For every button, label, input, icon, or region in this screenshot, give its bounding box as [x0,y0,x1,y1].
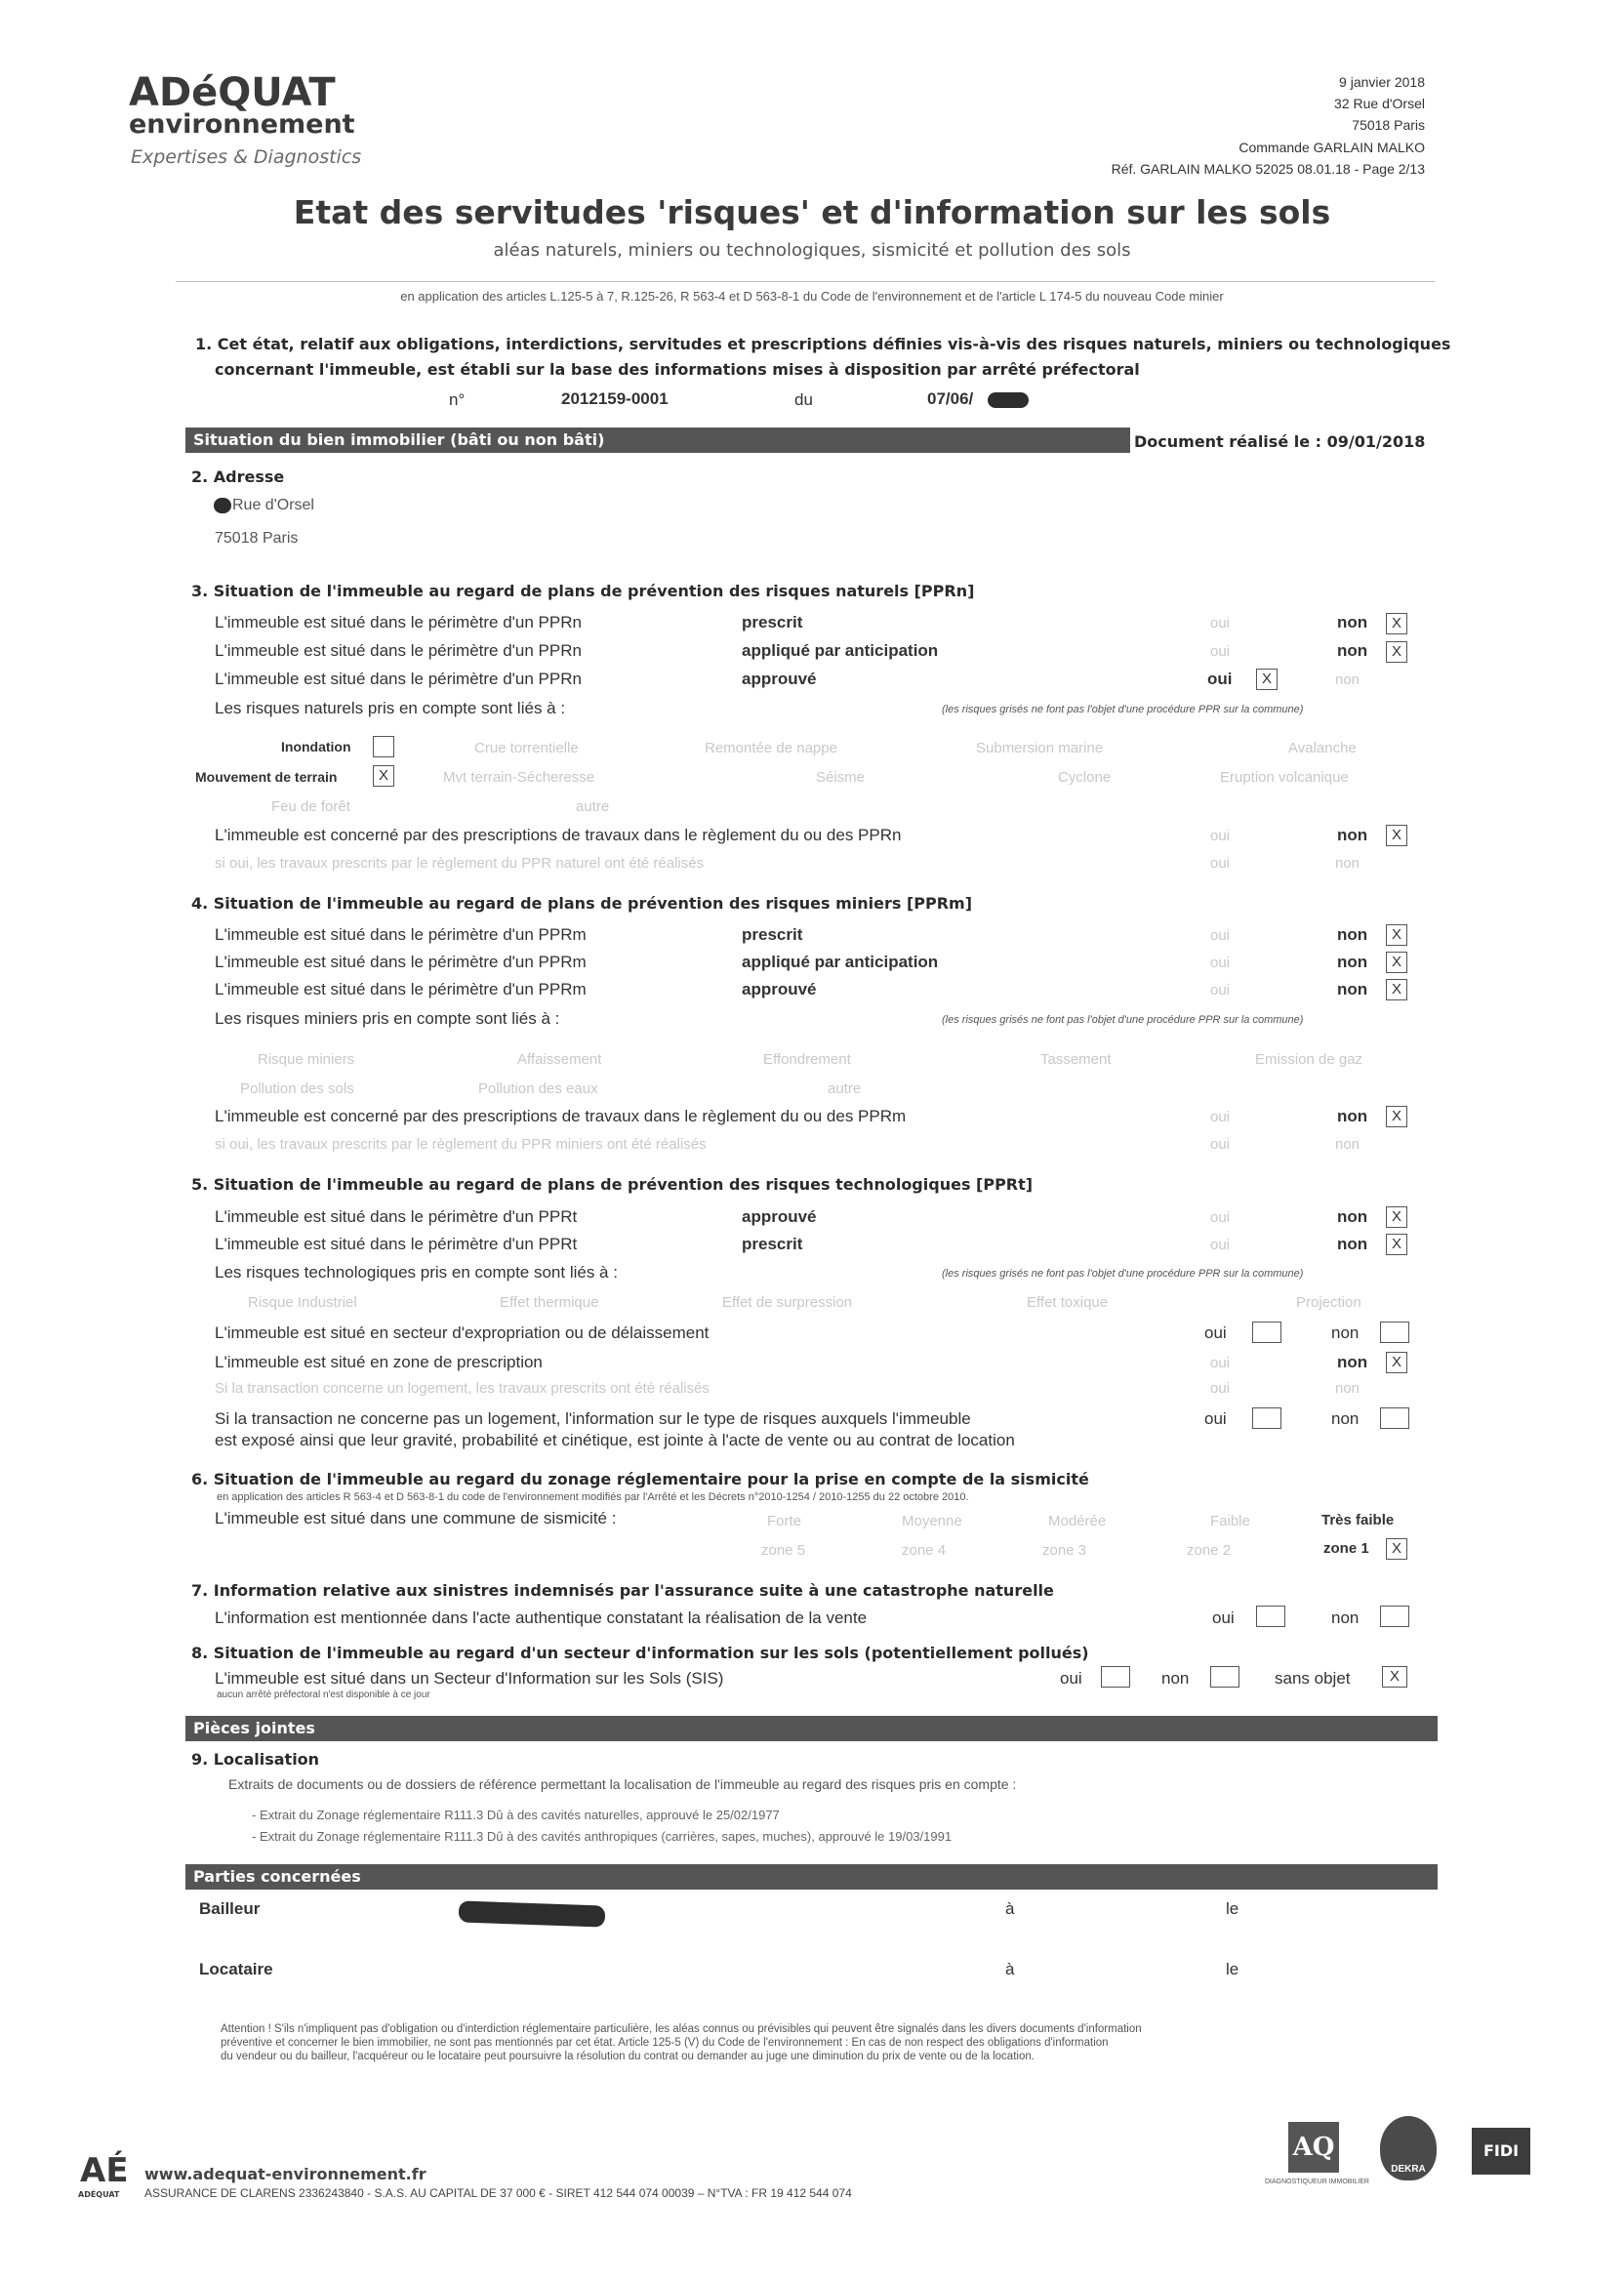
badge-aq: AQ [1288,2122,1339,2173]
locataire-label: Locataire [199,1960,273,1978]
prescription-oui: oui [1210,1355,1231,1371]
sis-oui: oui [1060,1669,1082,1688]
footer-website[interactable]: www.adequat-environnement.fr [144,2165,426,2183]
risk-remontee: Remontée de nappe [705,740,837,756]
redacted-bailleur-name [459,1900,606,1927]
tech-risk-4: Effet toxique [1027,1294,1109,1311]
section1-line2: concernant l'immeuble, est établi sur la base des informations mises à disposition par arrêté préfectoral [215,360,1140,379]
badge-fidi: FIDI [1472,2128,1530,2175]
sinistres-label: L'information est mentionnée dans l'acte authentique constatant la réalisation de la vente [215,1608,868,1627]
pprm-row3-status: approuvé [742,980,817,998]
badge-aq-caption: DIAGNOSTIQUEUR IMMOBILIER [1265,2178,1369,2185]
section3-title: 3. Situation de l'immeuble au regard de plans de prévention des risques naturels [PPRn] [191,582,975,600]
logo-line2: environnement [129,109,355,140]
risk-seisme: Séisme [816,769,866,786]
pprm-row3-oui: oui [1210,982,1231,998]
sismicite-level-moyenne: Moyenne [902,1513,962,1529]
risk-cyclone: Cyclone [1058,769,1112,786]
section1-line1: 1. Cet état, relatif aux obligations, interdictions, servitudes et prescriptions définies vis-à-vis des risques naturels, miniers ou technologiques [195,335,1451,353]
badge-dekra: DEKRA [1380,2116,1437,2180]
sis-non-checkbox[interactable] [1210,1666,1239,1688]
prescription-label: L'immeuble est situé en zone de prescription [215,1353,543,1371]
header-divider [176,281,1435,282]
address-street: Rue d'Orsel [232,497,314,513]
bailleur-label: Bailleur [199,1899,261,1918]
locataire-le: le [1226,1960,1239,1978]
pprn-travaux-label: L'immeuble est concerné par des prescriptions de travaux dans le règlement du ou des PPRn [215,826,902,844]
pprt-row1-oui: oui [1210,1209,1231,1226]
pprm-travaux-oui: oui [1210,1109,1231,1125]
zone-4: zone 4 [902,1542,947,1559]
sis-sans-objet-checkbox[interactable]: X [1382,1666,1407,1688]
expropriation-oui: oui [1204,1323,1227,1342]
localisation-intro: Extraits de documents ou de dossiers de référence permettant la localisation de l'immeuble au regard des risques pris en compte : [228,1776,1017,1792]
mining-risk-2: Affaissement [517,1051,602,1068]
pprt-risks-label: Les risques technologiques pris en compte sont liés à : [215,1263,618,1282]
pprm-row3-non: non [1337,980,1368,998]
sis-non: non [1161,1669,1190,1688]
pprn-row2-non-checkbox[interactable]: X [1386,641,1407,663]
pprt-row2-non-checkbox[interactable]: X [1386,1234,1407,1255]
non-logement-line1: Si la transaction ne concerne pas un logement, l'information sur le type de risques auxquels l'immeuble [215,1409,971,1428]
pprn-row1-status: prescrit [742,613,803,631]
sinistres-oui: oui [1212,1608,1235,1627]
pprm-row2-label: L'immeuble est situé dans le périmètre d'un PPRm [215,953,587,971]
risk-mouvement: Mouvement de terrain [195,769,338,785]
zone-5: zone 5 [761,1542,806,1559]
document-date: Document réalisé le : 09/01/2018 [1134,432,1426,451]
pprn-row3-label: L'immeuble est situé dans le périmètre d'un PPRn [215,670,582,688]
pprn-row2-label: L'immeuble est situé dans le périmètre d'un PPRn [215,641,582,660]
header-order: Commande GARLAIN MALKO [1238,140,1425,155]
pprt-note: (les risques grisés ne font pas l'objet d'une procédure PPR sur la commune) [942,1268,1304,1280]
risk-avalanche: Avalanche [1288,740,1357,756]
pprn-sioui-non: non [1335,855,1360,872]
pprt-row2-oui: oui [1210,1237,1231,1253]
pprn-travaux-oui: oui [1210,828,1231,844]
sis-sans-objet: sans objet [1275,1669,1351,1688]
non-logement-oui: oui [1204,1409,1227,1428]
pprn-row2-non: non [1337,641,1368,660]
pprn-travaux-non: non [1337,826,1368,844]
section6-application: en application des articles R 563-4 et D 563-8-1 du code de l'environnement modifiés par l'Arrêté et les Décrets n°2010-1254 / 2010-1255 du 22 octobre 2010. [217,1491,969,1503]
arrete-date: 07/06/ [927,389,974,408]
header-date: 9 janvier 2018 [1339,74,1425,90]
mining-risk-5: Emission de gaz [1255,1051,1363,1068]
zone-3: zone 3 [1042,1542,1087,1559]
pprt-row1-status: approuvé [742,1207,817,1226]
pprm-row3-label: L'immeuble est situé dans le périmètre d'un PPRm [215,980,587,998]
logo-tagline: Expertises & Diagnostics [131,146,362,168]
pprm-row2-non: non [1337,953,1368,971]
sinistres-non: non [1331,1608,1360,1627]
pprm-row1-oui: oui [1210,927,1231,944]
risk-submersion: Submersion marine [976,740,1104,756]
pprm-row1-non: non [1337,925,1368,944]
locataire-a: à [1005,1960,1015,1978]
risk-eruption: Eruption volcanique [1220,769,1349,786]
sismicite-level-forte: Forte [767,1513,802,1529]
redacted-number [214,498,231,513]
pprm-row2-oui: oui [1210,955,1231,971]
risk-mvt-secheresse: Mvt terrain-Sécheresse [443,769,595,786]
mining-risk-6: Pollution des sols [240,1080,354,1097]
pprt-row1-non: non [1337,1207,1368,1226]
pprm-row3-non-checkbox[interactable]: X [1386,979,1407,1000]
pprm-risks-label: Les risques miniers pris en compte sont liés à : [215,1009,560,1028]
sinistres-non-checkbox[interactable] [1380,1606,1409,1627]
pprm-row2-status: appliqué par anticipation [742,953,939,971]
address-city: 75018 Paris [215,530,299,547]
risk-crue: Crue torrentielle [474,740,579,756]
mining-risk-7: Pollution des eaux [478,1080,598,1097]
sismicite-label: L'immeuble est situé dans une commune de sismicité : [215,1509,617,1527]
zone-1: zone 1 [1323,1540,1369,1557]
section7-title: 7. Information relative aux sinistres indemnisés par l'assurance suite à une catastrophe naturelle [191,1581,1054,1600]
risk-mouvement-checkbox[interactable]: X [373,765,394,787]
bailleur-le: le [1226,1899,1239,1918]
pprn-row1-non-checkbox[interactable]: X [1386,613,1407,634]
mining-risk-3: Effondrement [763,1051,851,1068]
pprn-risks-label: Les risques naturels pris en compte sont liés à : [215,699,566,717]
pprn-row1-oui: oui [1210,615,1231,631]
mining-risk-4: Tassement [1040,1051,1112,1068]
tech-risk-5: Projection [1296,1294,1361,1311]
pprn-sioui-oui: oui [1210,855,1231,872]
footer-logo: AÉ [80,2151,129,2190]
arrete-number: 2012159-0001 [561,389,669,408]
pprt-row2-non: non [1337,1235,1368,1253]
application-articles: en application des articles L.125-5 à 7, R.125-26, R 563-4 et D 563-8-1 du Code de l'environnement et de l'article L 174-5 du nouveau Code minier [400,289,1224,304]
sismicite-level-moderee: Modérée [1048,1513,1107,1529]
expropriation-non-checkbox[interactable] [1380,1322,1409,1343]
risk-feu: Feu de forêt [271,798,350,815]
localisation-item-1: - Extrait du Zonage réglementaire R111.3 Dû à des cavités naturelles, approuvé le 25/02/1977 [252,1808,780,1822]
parties-bar: Parties concernées [185,1864,1438,1890]
sis-note: aucun arrêté préfectoral n'est disponible à ce jour [217,1690,430,1700]
pprm-row1-status: prescrit [742,925,803,944]
section8-title: 8. Situation de l'immeuble au regard d'un secteur d'information sur les sols (potentiellement pollués) [191,1644,1089,1662]
logo-line1: ADéQUAT [129,70,336,115]
pprm-travaux-non: non [1337,1107,1368,1125]
pprn-row1-label: L'immeuble est situé dans le périmètre d'un PPRn [215,613,582,631]
sis-label: L'immeuble est situé dans un Secteur d'Information sur les Sols (SIS) [215,1669,724,1688]
pprm-sioui-label: si oui, les travaux prescrits par le règlement du PPR miniers ont été réalisés [215,1136,707,1153]
pprt-row2-label: L'immeuble est situé dans le périmètre d'un PPRt [215,1235,578,1253]
pprn-row2-oui: oui [1210,643,1231,660]
pprn-note: (les risques grisés ne font pas l'objet d'une procédure PPR sur la commune) [942,704,1304,715]
risk-inondation-checkbox[interactable] [373,736,394,757]
section9-title: 9. Localisation [191,1750,320,1769]
pprm-row2-non-checkbox[interactable]: X [1386,952,1407,973]
pprm-travaux-non-checkbox[interactable]: X [1386,1106,1407,1127]
section6-title: 6. Situation de l'immeuble au regard du zonage réglementaire pour la prise en compte de la sismicité [191,1470,1089,1488]
mining-risk-1: Risque miniers [258,1051,355,1068]
situation-bar: Situation du bien immobilier (bâti ou non bâti) [185,428,1130,453]
sismicite-level-faible: Faible [1210,1513,1250,1529]
expropriation-label: L'immeuble est situé en secteur d'expropriation ou de délaissement [215,1323,710,1342]
non-logement-non-checkbox[interactable] [1380,1407,1409,1429]
sinistres-oui-checkbox[interactable] [1256,1606,1285,1627]
pprm-sioui-non: non [1335,1136,1360,1153]
pprm-note: (les risques grisés ne font pas l'objet d'une procédure PPR sur la commune) [942,1014,1304,1026]
pprt-row2-status: prescrit [742,1235,803,1253]
header-street: 32 Rue d'Orsel [1334,96,1425,111]
pieces-jointes-bar: Pièces jointes [185,1716,1438,1741]
non-logement-line2: est exposé ainsi que leur gravité, probabilité et cinétique, est jointe à l'acte de vente ou au contrat de location [215,1431,1015,1449]
section5-title: 5. Situation de l'immeuble au regard de plans de prévention des risques technologiques [PPRt] [191,1175,1034,1194]
arrete-number-label: n° [449,390,466,409]
pprn-row1-non: non [1337,613,1368,631]
tech-risk-2: Effet thermique [500,1294,599,1311]
tech-risk-1: Risque Industriel [248,1294,357,1311]
footer-legal: ASSURANCE DE CLARENS 2336243840 - S.A.S. AU CAPITAL DE 37 000 € - SIRET 412 544 074 00039 – N°TVA : FR 19 412 544 074 [144,2186,852,2200]
section2-title: 2. Adresse [191,468,285,486]
pprn-row2-status: appliqué par anticipation [742,641,939,660]
expropriation-non: non [1331,1323,1360,1342]
tech-risk-3: Effet de surpression [722,1294,853,1311]
bailleur-a: à [1005,1899,1015,1918]
pprn-row3-status: approuvé [742,670,817,688]
pprn-travaux-non-checkbox[interactable]: X [1386,825,1407,846]
footer-logo-small: ADÉQUAT [78,2190,120,2199]
page-title: Etat des servitudes 'risques' et d'information sur les sols [293,193,1331,231]
non-logement-oui-checkbox[interactable] [1252,1407,1281,1429]
pprm-travaux-label: L'immeuble est concerné par des prescriptions de travaux dans le règlement du ou des PPRm [215,1107,907,1125]
pprn-row3-oui-checkbox[interactable]: X [1256,669,1278,690]
pprm-row1-label: L'immeuble est situé dans le périmètre d'un PPRm [215,925,587,944]
logement-label: Si la transaction concerne un logement, les travaux prescrits ont été réalisés [215,1380,710,1397]
mining-risk-8: autre [828,1080,862,1097]
logement-oui: oui [1210,1380,1231,1397]
zone-1-checkbox[interactable]: X [1386,1538,1407,1560]
pprn-row3-non: non [1335,672,1360,688]
prescription-non-checkbox[interactable]: X [1386,1352,1407,1373]
pprt-row1-label: L'immeuble est situé dans le périmètre d'un PPRt [215,1207,578,1226]
pprm-sioui-oui: oui [1210,1136,1231,1153]
attention-line1: Attention ! S'ils n'impliquent pas d'obligation ou d'interdiction réglementaire particulière, les aléas connus ou prévisibles qui peuvent être signalés dans les divers documents d'information [221,2023,1142,2035]
header-city: 75018 Paris [1352,117,1425,133]
pprn-sioui-label: si oui, les travaux prescrits par le règlement du PPR naturel ont été réalisés [215,855,705,872]
risk-inondation: Inondation [281,739,351,754]
pprt-row1-non-checkbox[interactable]: X [1386,1206,1407,1228]
pprn-row3-oui: oui [1207,670,1233,688]
arrete-date-label: du [794,390,813,409]
zone-2: zone 2 [1187,1542,1232,1559]
pprm-row1-non-checkbox[interactable]: X [1386,924,1407,946]
non-logement-non: non [1331,1409,1360,1428]
risk-autre: autre [576,798,610,815]
redacted-year [988,392,1029,408]
sismicite-level-tres-faible: Très faible [1321,1512,1395,1528]
sis-oui-checkbox[interactable] [1101,1666,1130,1688]
header-ref: Réf. GARLAIN MALKO 52025 08.01.18 - Page 2/13 [1111,161,1425,177]
localisation-item-2: - Extrait du Zonage réglementaire R111.3 Dû à des cavités anthropiques (carrières, sapes, muches), approuvé le 19/03/1991 [252,1829,953,1844]
logement-non: non [1335,1380,1360,1397]
attention-line2: préventive et concerner le bien immobilier, ne sont pas mentionnés par cet état. Article 125-5 (V) du Code de l'environnement : En cas de non respect des obligations d'information [221,2037,1109,2049]
section4-title: 4. Situation de l'immeuble au regard de plans de prévention des risques miniers [PPRm] [191,894,973,913]
expropriation-oui-checkbox[interactable] [1252,1322,1281,1343]
attention-line3: du vendeur ou du bailleur, l'acquéreur ou le locataire peut poursuivre la résolution du contrat ou demander au juge une diminution du prix de vente ou de la location. [221,2051,1035,2062]
page-subtitle: aléas naturels, miniers ou technologiques, sismicité et pollution des sols [493,240,1131,261]
prescription-non: non [1337,1353,1368,1371]
